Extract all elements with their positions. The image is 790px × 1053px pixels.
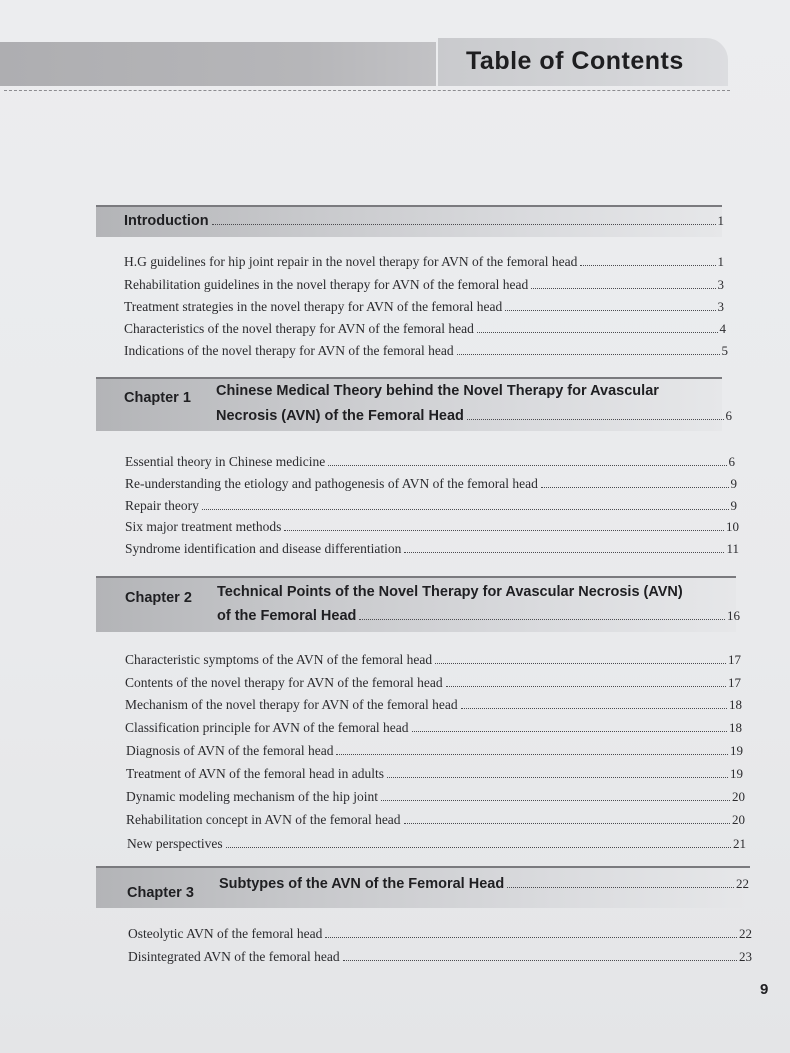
- chapter-1-heading[interactable]: [216, 408, 732, 424]
- page-ref: 6: [728, 454, 735, 469]
- leader-dots: [477, 331, 718, 333]
- page-ref: 22: [739, 926, 752, 941]
- page-ref: 20: [732, 789, 745, 804]
- leader-dots: [381, 799, 730, 801]
- entry-title: Repair theory: [125, 498, 199, 513]
- page-ref: 19: [730, 743, 743, 758]
- toc-entry[interactable]: [126, 789, 745, 805]
- toc-entry[interactable]: [124, 254, 724, 270]
- page-ref: 17: [728, 675, 741, 690]
- entry-title: Characteristics of the novel therapy for AVN of the femoral head: [124, 321, 474, 336]
- page-ref: 16: [727, 608, 740, 623]
- leader-dots: [467, 418, 724, 420]
- leader-dots: [412, 730, 727, 732]
- toc-entry[interactable]: [126, 766, 743, 782]
- toc-entry[interactable]: [125, 675, 741, 691]
- entry-title: Indications of the novel therapy for AVN of the femoral head: [124, 343, 454, 358]
- leader-dots: [505, 309, 715, 311]
- toc-entry[interactable]: [125, 454, 735, 470]
- entry-title: Classification principle for AVN of the femoral head: [125, 720, 409, 735]
- leader-dots: [284, 529, 724, 531]
- entry-title: Disintegrated AVN of the femoral head: [128, 949, 340, 964]
- page-ref: 5: [721, 343, 728, 358]
- page-title: Table of Contents: [466, 47, 684, 75]
- toc-entry[interactable]: [124, 277, 724, 293]
- toc-entry[interactable]: [127, 836, 746, 852]
- leader-dots: [325, 936, 737, 938]
- chapter-title-line-1: Subtypes of the AVN of the Femoral Head: [219, 876, 505, 892]
- page-ref: 9: [730, 498, 737, 513]
- toc-entry[interactable]: [125, 652, 741, 668]
- toc-entry[interactable]: [125, 498, 737, 514]
- section-title: Introduction: [124, 213, 209, 229]
- chapter-title-line-1: Chinese Medical Theory behind the Novel Therapy for Avascular: [216, 383, 659, 399]
- page-ref: 3: [717, 299, 724, 314]
- leader-dots: [531, 287, 715, 289]
- toc-entry[interactable]: [125, 720, 742, 736]
- toc-entry[interactable]: [124, 321, 726, 337]
- chapter-title-line-2: of the Femoral Head: [217, 608, 357, 624]
- leader-dots: [507, 886, 734, 888]
- page-ref: 4: [719, 321, 726, 336]
- toc-entry[interactable]: [128, 926, 752, 942]
- toc-entry[interactable]: [128, 949, 752, 965]
- entry-title: Contents of the novel therapy for AVN of the femoral head: [125, 675, 443, 690]
- page-ref: 23: [739, 949, 752, 964]
- page-ref: 18: [729, 697, 742, 712]
- page-ref: 17: [728, 652, 741, 667]
- leader-dots: [461, 707, 727, 709]
- chapter-3-heading[interactable]: [219, 876, 749, 892]
- entry-title: Osteolytic AVN of the femoral head: [128, 926, 323, 941]
- toc-entry[interactable]: [126, 743, 743, 759]
- leader-dots: [226, 846, 731, 848]
- entry-title: New perspectives: [127, 836, 223, 851]
- toc-entry[interactable]: [126, 812, 745, 828]
- toc-entry[interactable]: [125, 476, 737, 492]
- entry-title: Essential theory in Chinese medicine: [125, 454, 326, 469]
- leader-dots: [435, 662, 726, 664]
- page-ref: 3: [717, 277, 724, 292]
- header-band: [0, 42, 436, 86]
- leader-dots: [404, 551, 724, 553]
- introduction-heading[interactable]: [124, 213, 724, 229]
- toc-entry[interactable]: [124, 299, 724, 315]
- toc-entry[interactable]: [125, 519, 739, 535]
- page-ref: 18: [729, 720, 742, 735]
- page-ref: 1: [717, 254, 724, 269]
- chapter-label: Chapter 2: [125, 590, 192, 606]
- entry-title: Treatment strategies in the novel therapy for AVN of the femoral head: [124, 299, 503, 314]
- toc-entry[interactable]: [124, 343, 728, 359]
- header-divider: [4, 90, 730, 91]
- chapter-2-heading[interactable]: [217, 608, 740, 624]
- page-ref: 21: [733, 836, 746, 851]
- entry-title: H.G guidelines for hip joint repair in the novel therapy for AVN of the femoral head: [124, 254, 578, 269]
- page-ref: 9: [730, 476, 737, 491]
- entry-title: Dynamic modeling mechanism of the hip joint: [126, 789, 378, 804]
- leader-dots: [541, 486, 729, 488]
- entry-title: Rehabilitation concept in AVN of the femoral head: [126, 812, 401, 827]
- chapter-title-line-2: Necrosis (AVN) of the Femoral Head: [216, 408, 464, 424]
- leader-dots: [457, 353, 720, 355]
- entry-title: Mechanism of the novel therapy for AVN of the femoral head: [125, 697, 458, 712]
- page-number: 9: [760, 981, 769, 998]
- leader-dots: [446, 685, 726, 687]
- page-ref: 6: [725, 408, 732, 423]
- entry-title: Syndrome identification and disease differentiation: [125, 541, 402, 556]
- leader-dots: [202, 508, 729, 510]
- leader-dots: [359, 618, 725, 620]
- page-ref: 19: [730, 766, 743, 781]
- leader-dots: [343, 959, 737, 961]
- chapter-label: Chapter 1: [124, 390, 191, 406]
- entry-title: Treatment of AVN of the femoral head in adults: [126, 766, 384, 781]
- leader-dots: [212, 223, 716, 225]
- page-ref: 22: [736, 876, 749, 891]
- entry-title: Re-understanding the etiology and pathogenesis of AVN of the femoral head: [125, 476, 538, 491]
- entry-title: Rehabilitation guidelines in the novel therapy for AVN of the femoral head: [124, 277, 529, 292]
- entry-title: Characteristic symptoms of the AVN of the femoral head: [125, 652, 433, 667]
- page-ref: 1: [717, 213, 724, 228]
- page-ref: 20: [732, 812, 745, 827]
- leader-dots: [580, 264, 715, 266]
- entry-title: Six major treatment methods: [125, 519, 282, 534]
- leader-dots: [328, 464, 726, 466]
- leader-dots: [404, 822, 730, 824]
- leader-dots: [336, 753, 728, 755]
- toc-entry[interactable]: [125, 541, 739, 557]
- page-ref: 10: [726, 519, 739, 534]
- leader-dots: [387, 776, 728, 778]
- chapter-label: Chapter 3: [127, 885, 194, 901]
- toc-entry[interactable]: [125, 697, 742, 713]
- entry-title: Diagnosis of AVN of the femoral head: [126, 743, 334, 758]
- page-ref: 11: [726, 541, 739, 556]
- chapter-title-line-1: Technical Points of the Novel Therapy for Avascular Necrosis (AVN): [217, 584, 683, 600]
